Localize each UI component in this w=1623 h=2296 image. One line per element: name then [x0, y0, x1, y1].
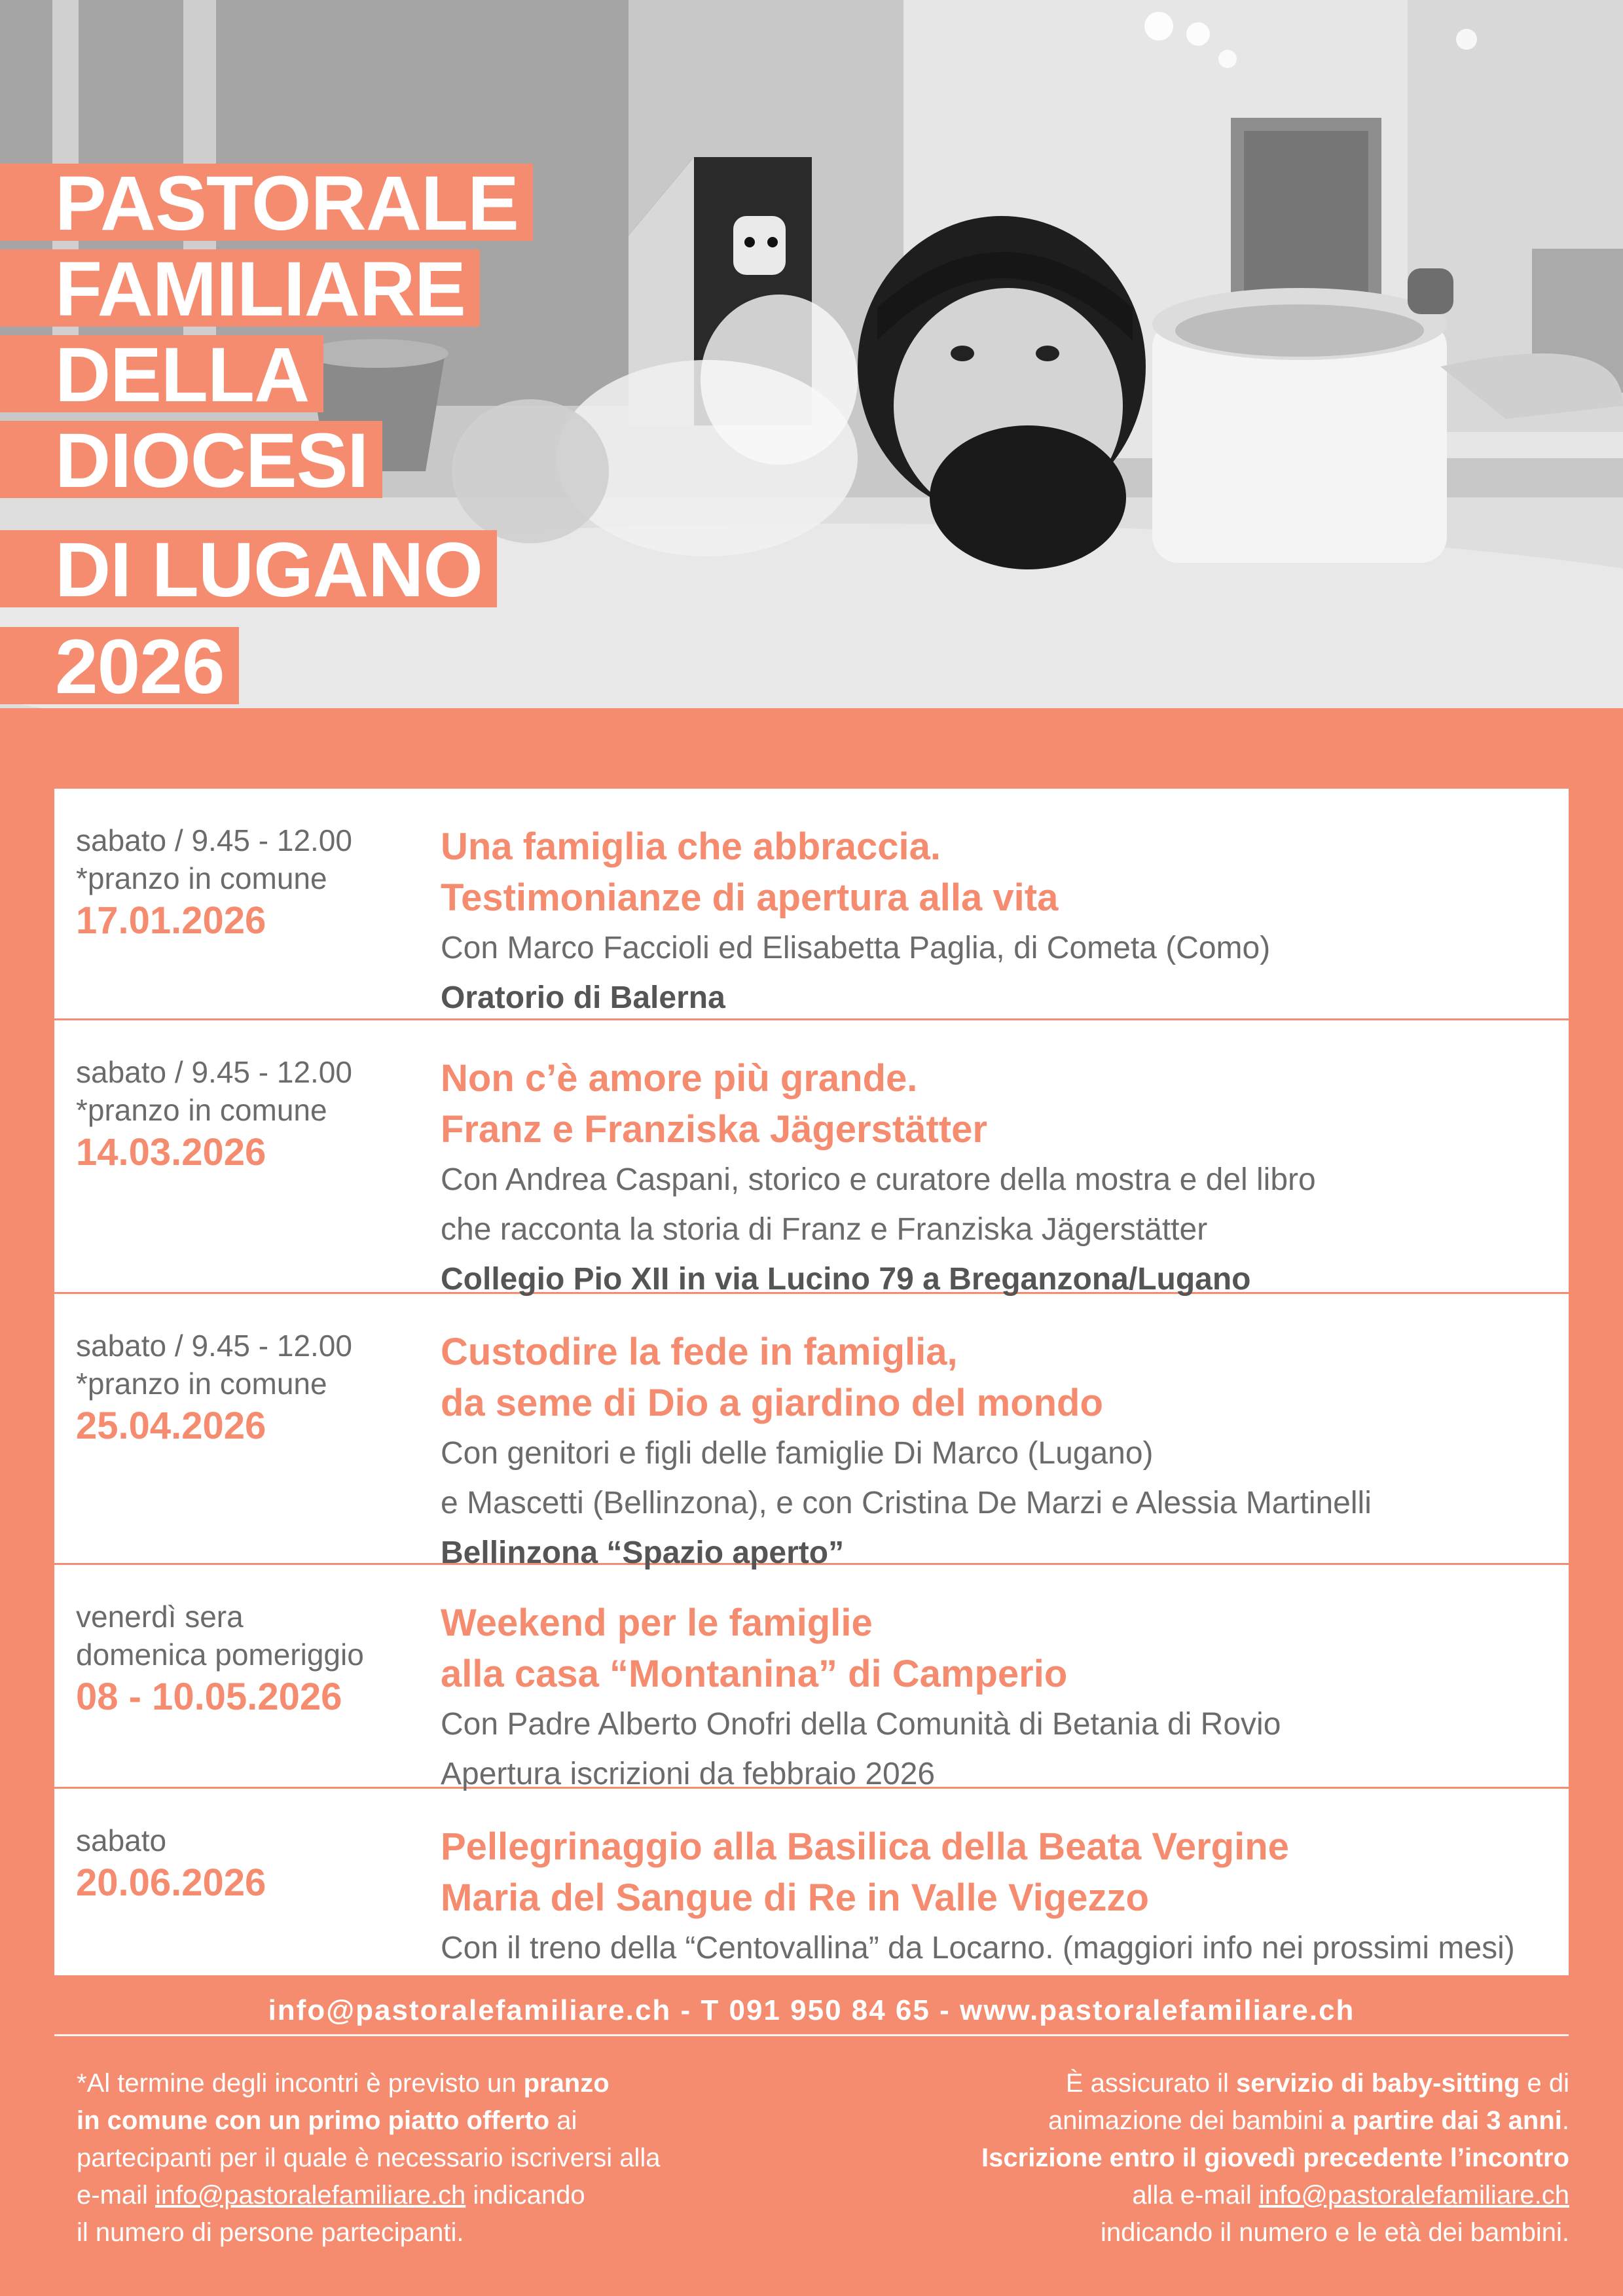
event-title: da seme di Dio a giardino del mondo — [441, 1382, 1103, 1424]
event-description: Con Padre Alberto Onofri della Comunità di Betania di Rovio — [441, 1707, 1281, 1742]
event-title: Weekend per le famiglie — [441, 1602, 873, 1644]
title-line-6: 2026 — [0, 627, 239, 704]
event-date: 14.03.2026 — [76, 1131, 266, 1174]
event-schedule — [76, 1053, 443, 1176]
event-details — [441, 1327, 1554, 1578]
event-day: sabato / 9.45 - 12.00 — [76, 1055, 352, 1089]
event-details — [441, 1598, 1554, 1799]
event-title: Una famiglia che abbraccia. — [441, 825, 941, 868]
event-title: Non c’è amore più grande. — [441, 1057, 918, 1100]
footer-divider — [54, 2034, 1569, 2036]
event-date: 08 - 10.05.2026 — [76, 1676, 342, 1718]
event-date: 20.06.2026 — [76, 1861, 266, 1904]
event-title: Custodire la fede in famiglia, — [441, 1331, 958, 1373]
event-description: Con Andrea Caspani, storico e curatore della mostra e del libro — [441, 1162, 1316, 1197]
event-row — [54, 1565, 1569, 1789]
event-day: sabato / 9.45 - 12.00 — [76, 823, 352, 857]
event-date: 25.04.2026 — [76, 1405, 266, 1447]
title-line-4: DIOCESI — [0, 421, 382, 498]
event-note: domenica pomeriggio — [76, 1638, 364, 1672]
title-line-2: FAMILIARE — [0, 249, 480, 327]
event-note: *pranzo in comune — [76, 1367, 327, 1401]
event-schedule — [76, 821, 443, 944]
event-details — [441, 1053, 1554, 1304]
event-details — [441, 1821, 1554, 1973]
event-title: Maria del Sangue di Re in Valle Vigezzo — [441, 1876, 1149, 1919]
lunch-note: *Al termine degli incontri è previsto un pranzo in comune con un primo piatto offerto ai partecipanti per il quale è necessario iscriversi alla e-mail info@pastoralefamiliare.ch indicando il numero di persone partecipanti. — [77, 2069, 661, 2247]
event-title: Testimonianze di apertura alla vita — [441, 876, 1059, 919]
babysitting-note: È assicurato il servizio di baby-sitting e di animazione dei bambini a partire dai 3 anni. Iscrizione entro il giovedì precedente l’incontro alla e-mail info@pastoralefamiliare.ch indicando il numero e le età dei bambini. — [981, 2069, 1569, 2247]
title-line-1: PASTORALE — [0, 164, 533, 241]
event-title: Franz e Franziska Jägerstätter — [441, 1108, 987, 1151]
event-day: venerdì sera — [76, 1600, 244, 1634]
event-location: Bellinzona “Spazio aperto” — [441, 1535, 845, 1570]
event-row — [54, 1020, 1569, 1297]
event-title: Pellegrinaggio alla Basilica della Beata Vergine — [441, 1825, 1289, 1868]
event-description: che racconta la storia di Franz e Franziska Jägerstätter — [441, 1212, 1208, 1247]
event-note: *pranzo in comune — [76, 1093, 327, 1127]
event-details — [441, 821, 1554, 1023]
event-description: Con il treno della “Centovallina” da Locarno. (maggiori info nei prossimi mesi) — [441, 1931, 1515, 1965]
title-line-5: DI LUGANO — [0, 530, 497, 607]
event-day: sabato / 9.45 - 12.00 — [76, 1329, 352, 1363]
email-link[interactable]: info@pastoralefamiliare.ch — [155, 2181, 466, 2210]
program-table — [54, 789, 1569, 1975]
event-day: sabato — [76, 1823, 167, 1857]
event-description: Apertura iscrizioni da febbraio 2026 — [441, 1757, 936, 1791]
event-location: Oratorio di Balerna — [441, 980, 725, 1015]
event-location: Collegio Pio XII in via Lucino 79 a Breganzona/Lugano — [441, 1262, 1251, 1297]
contact-line: info@pastoralefamiliare.ch - T 091 950 84 65 - www.pastoralefamiliare.ch — [268, 1994, 1355, 2026]
event-title: alla casa “Montanina” di Camperio — [441, 1653, 1068, 1695]
event-description: e Mascetti (Bellinzona), e con Cristina De Marzi e Alessia Martinelli — [441, 1486, 1372, 1520]
event-description: Con genitori e figli delle famiglie Di Marco (Lugano) — [441, 1436, 1154, 1471]
event-schedule — [76, 1821, 443, 1907]
event-date: 17.01.2026 — [76, 899, 266, 942]
event-row — [54, 1789, 1569, 1975]
event-note: *pranzo in comune — [76, 861, 327, 895]
event-row — [54, 1294, 1569, 1570]
title-line-3: DELLA — [0, 335, 323, 412]
event-schedule — [76, 1327, 443, 1450]
event-schedule — [76, 1598, 443, 1721]
event-row — [54, 789, 1569, 1020]
event-description: Con Marco Faccioli ed Elisabetta Paglia, di Cometa (Como) — [441, 931, 1271, 965]
email-link[interactable]: info@pastoralefamiliare.ch — [1258, 2181, 1569, 2210]
